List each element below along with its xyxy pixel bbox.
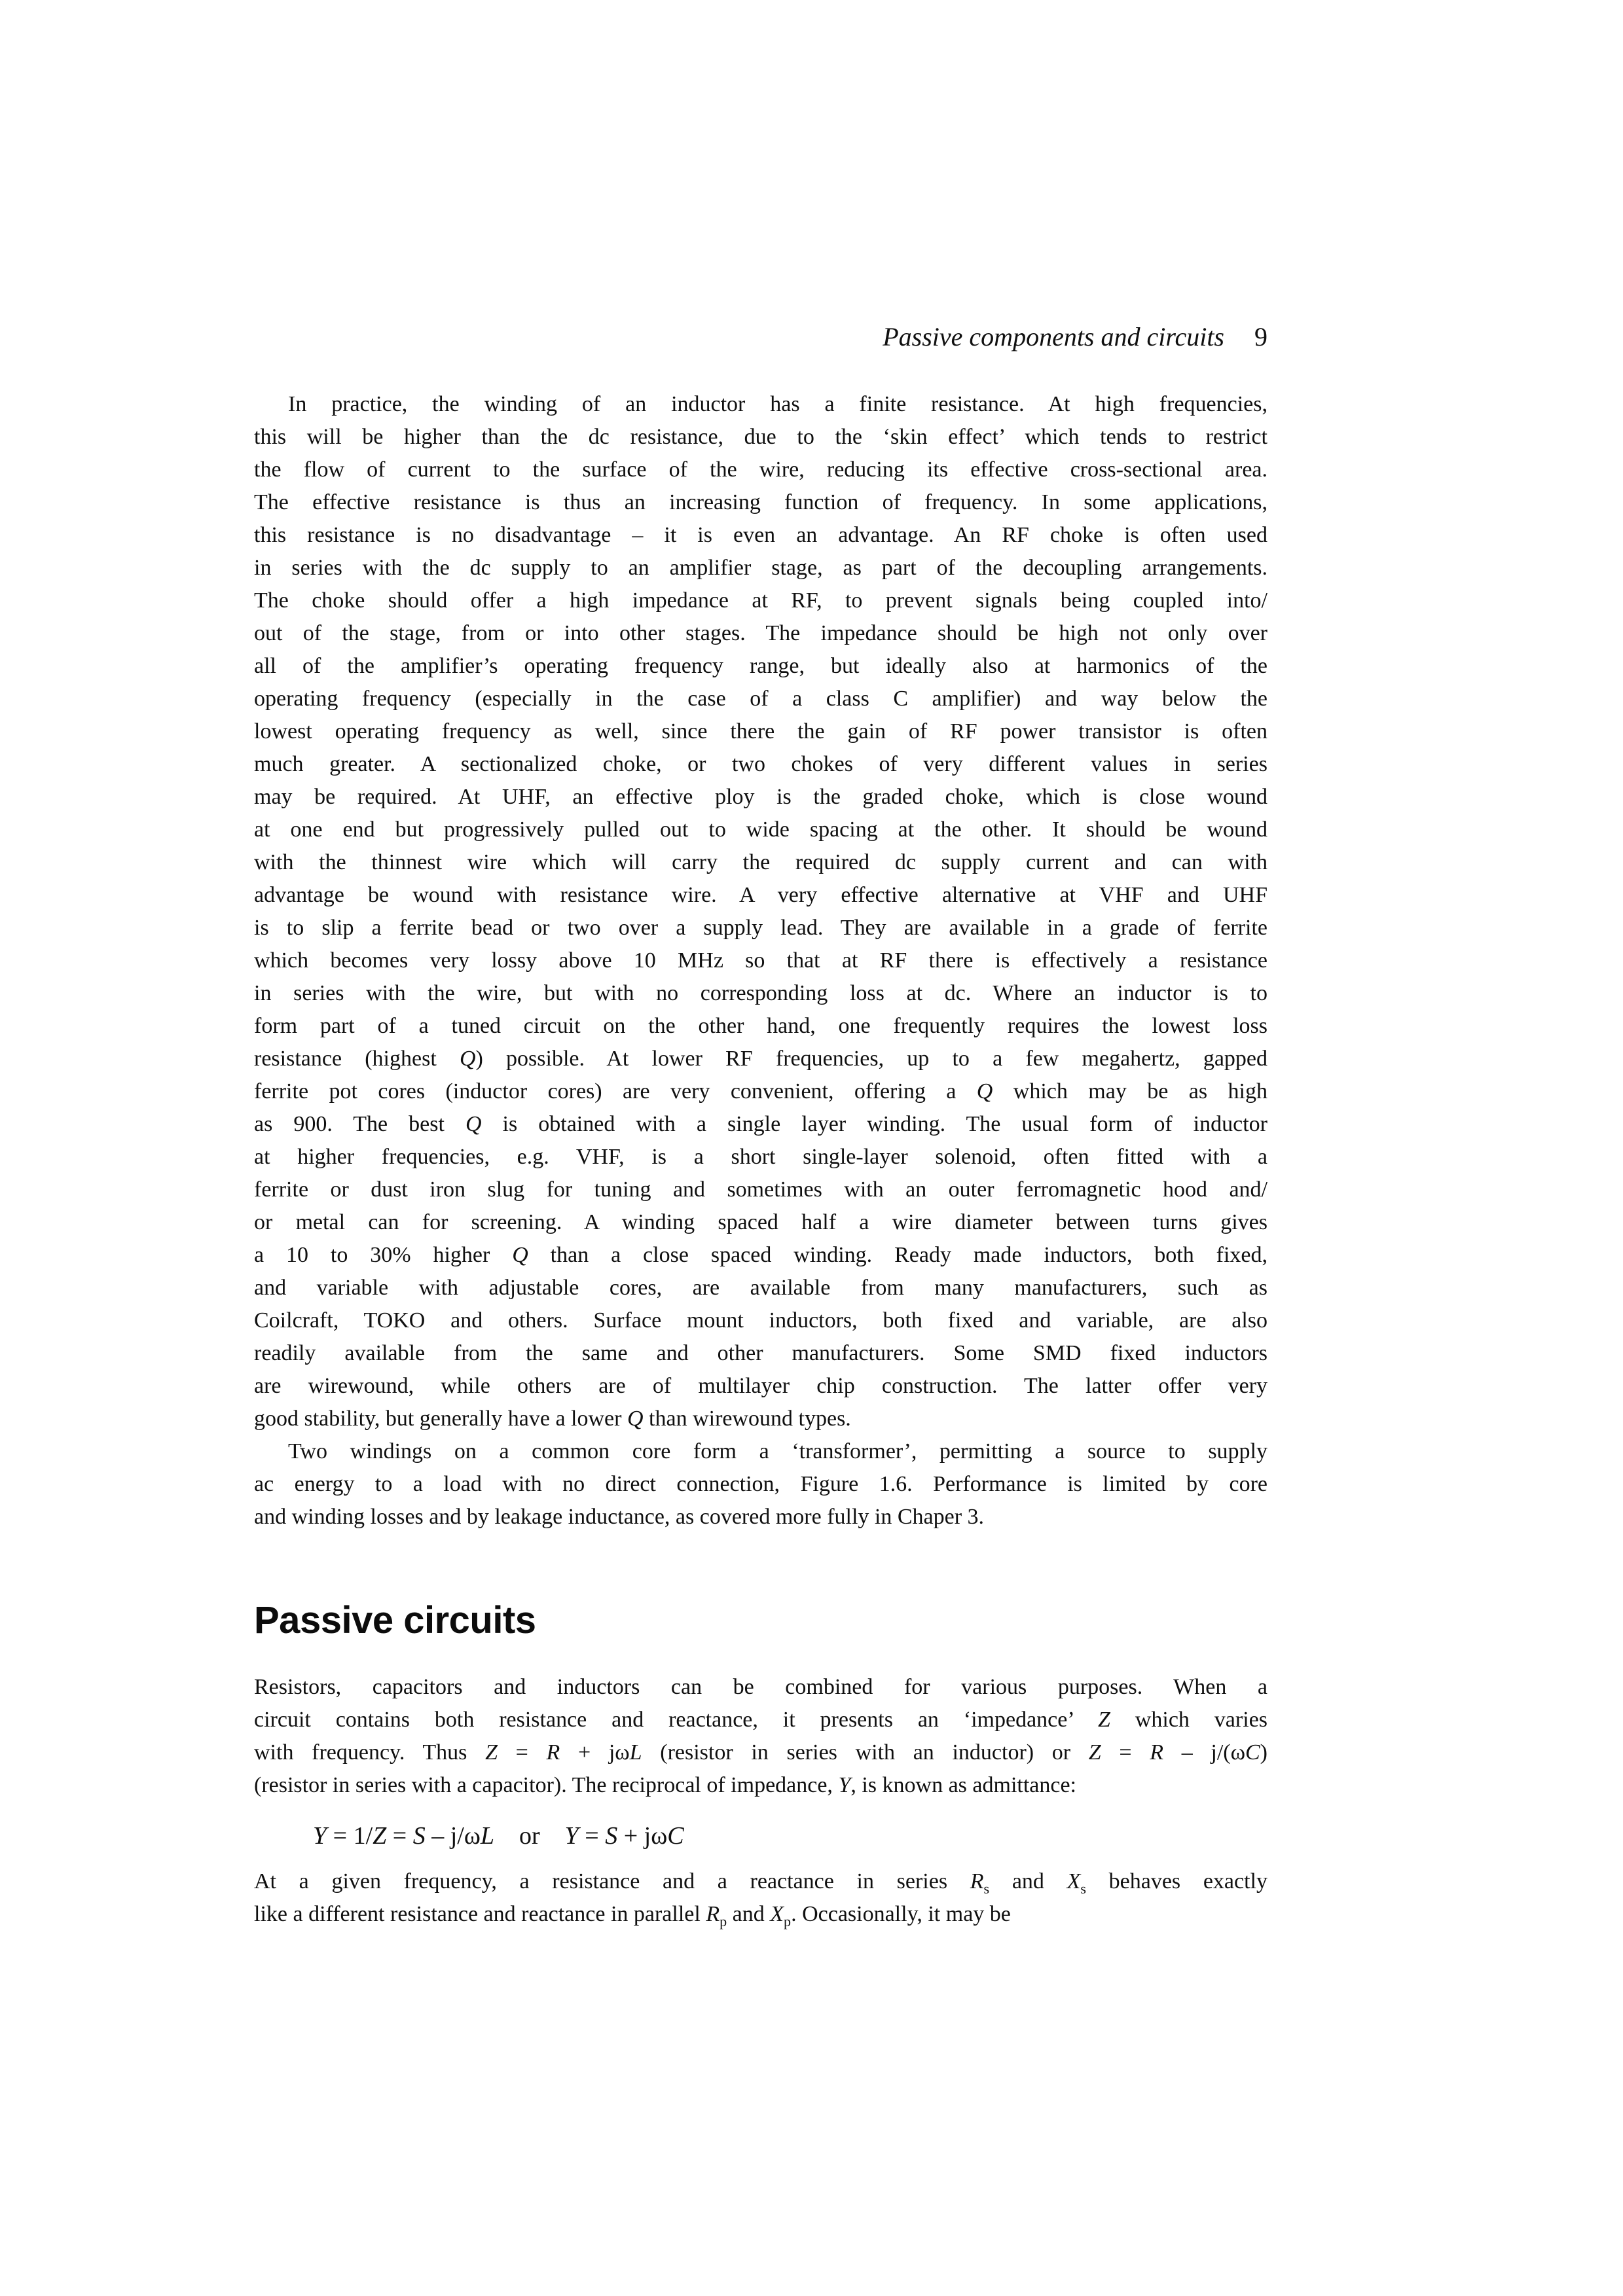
text-line: At a given frequency, a resistance and a reactance in series $R_s$ and $X_s$ behaves exactly (254, 1869, 1267, 1897)
text-line: with frequency. Thus Z = R + jωL (resistor in series with an inductor) or Z = R – j/(ωC) (254, 1740, 1267, 1765)
text-line: The effective resistance is thus an increasing function of frequency. In some applications, (254, 490, 1267, 514)
text-line: form part of a tuned circuit on the other hand, one frequently requires the lowest loss (254, 1014, 1267, 1038)
text-line: may be required. At UHF, an effective ploy is the graded choke, which is close wound (254, 785, 1267, 809)
text-line: In practice, the winding of an inductor has a finite resistance. At high frequencies, (288, 392, 1267, 416)
text-line: with the thinnest wire which will carry the required dc supply current and can with (254, 850, 1267, 874)
text-line: circuit contains both resistance and reactance, it presents an ‘impedance’ Z which varies (254, 1708, 1267, 1732)
text-line: ferrite or dust iron slug for tuning and sometimes with an outer ferromagnetic hood and/ (254, 1177, 1267, 1202)
text-line: which becomes very lossy above 10 MHz so that at RF there is effectively a resistance (254, 948, 1267, 973)
text-line: like a different resistance and reactance in parallel $R_p$ and $X_p$. Occasionally, it may be (254, 1902, 1011, 1929)
text-line: ac energy to a load with no direct connection, Figure 1.6. Performance is limited by core (254, 1472, 1267, 1496)
text-line: lowest operating frequency as well, since there the gain of RF power transistor is often (254, 719, 1267, 744)
text-line: in series with the wire, but with no corresponding loss at dc. Where an inductor is to (254, 981, 1267, 1005)
text-line: ferrite pot cores (inductor cores) are very convenient, offering a Q which may be as high (254, 1079, 1267, 1103)
page-number: 9 (1254, 322, 1267, 351)
text-line: readily available from the same and other manufacturers. Some SMD fixed inductors (254, 1341, 1267, 1365)
text-line: advantage be wound with resistance wire. A very effective alternative at VHF and UHF (254, 883, 1267, 907)
text-line: is to slip a ferrite bead or two over a supply lead. They are available in a grade of ferrite (254, 916, 1267, 940)
paragraph-inductor-winding-resistance (254, 388, 1267, 1435)
text-line: in series with the dc supply to an amplifier stage, as part of the decoupling arrangements. (254, 556, 1267, 580)
text-line: Resistors, capacitors and inductors can be combined for various purposes. When a (254, 1675, 1267, 1699)
text-line: are wirewound, while others are of multilayer chip construction. The latter offer very (254, 1374, 1267, 1398)
running-title: Passive components and circuits (883, 322, 1224, 351)
text-line: out of the stage, from or into other stages. The impedance should be high not only over (254, 621, 1267, 645)
paragraph-passive-circuits-intro (254, 1671, 1267, 1802)
text-line: much greater. A sectionalized choke, or two chokes of very different values in series (254, 752, 1267, 776)
text-line: good stability, but generally have a lower Q than wirewound types. (254, 1407, 851, 1431)
text-line: a 10 to 30% higher Q than a close spaced winding. Ready made inductors, both fixed, (254, 1243, 1267, 1267)
text-line: and variable with adjustable cores, are available from many manufacturers, such as (254, 1276, 1267, 1300)
text-line: Two windings on a common core form a ‘transformer’, permitting a source to supply (288, 1439, 1267, 1463)
text-column (254, 388, 1267, 1931)
paragraph-series-parallel-equivalence (254, 1865, 1267, 1931)
equation-admittance: Y = 1/Z = S – j/ωL or Y = S + jωC (313, 1822, 684, 1850)
text-line: (resistor in series with a capacitor). The reciprocal of impedance, Y, is known as admittance: (254, 1773, 1077, 1797)
running-header (254, 322, 1267, 352)
text-line: all of the amplifier’s operating frequency range, but ideally also at harmonics of the (254, 654, 1267, 678)
text-line: and winding losses and by leakage inductance, as covered more fully in Chaper 3. (254, 1505, 985, 1529)
text-line: at one end but progressively pulled out to wide spacing at the other. It should be wound (254, 817, 1267, 842)
text-line: Coilcraft, TOKO and others. Surface mount inductors, both fixed and variable, are also (254, 1308, 1267, 1333)
text-line: this will be higher than the dc resistance, due to the ‘skin effect’ which tends to restrict (254, 425, 1267, 449)
text-line: the flow of current to the surface of the wire, reducing its effective cross-sectional area. (254, 457, 1267, 482)
text-line: as 900. The best Q is obtained with a single layer winding. The usual form of inductor (254, 1112, 1267, 1136)
text-line: or metal can for screening. A winding spaced half a wire diameter between turns gives (254, 1210, 1267, 1234)
text-line: resistance (highest Q) possible. At lower RF frequencies, up to a few megahertz, gapped (254, 1047, 1267, 1071)
text-line: this resistance is no disadvantage – it is even an advantage. An RF choke is often used (254, 523, 1267, 547)
text-line: at higher frequencies, e.g. VHF, is a short single-layer solenoid, often fitted with a (254, 1145, 1267, 1169)
paragraph-transformer (254, 1435, 1267, 1534)
text-line: The choke should offer a high impedance at RF, to prevent signals being coupled into/ (254, 588, 1267, 613)
text-line: operating frequency (especially in the case of a class C amplifier) and way below the (254, 687, 1267, 711)
section-heading: Passive circuits (254, 1599, 536, 1641)
